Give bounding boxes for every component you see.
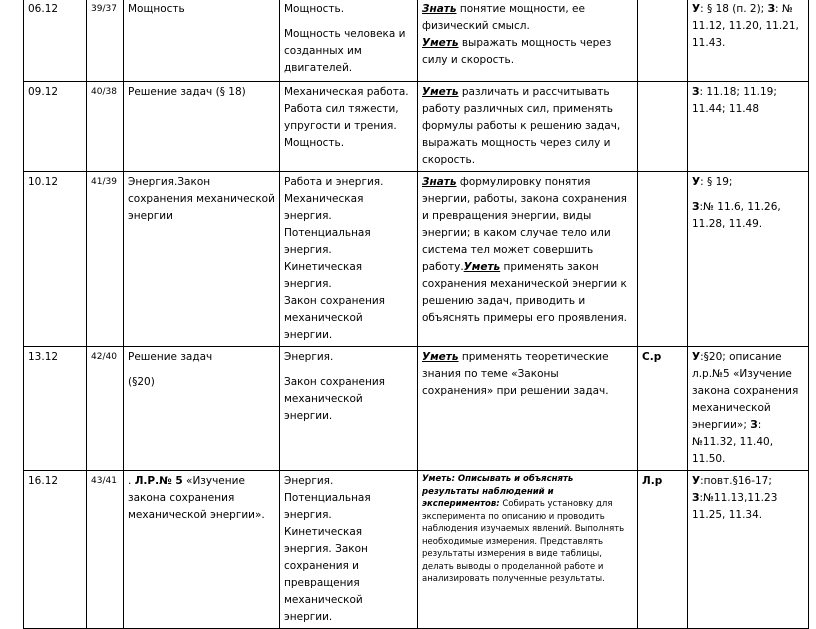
homework-cell xyxy=(688,347,809,471)
content: Механическая работа. Работа сил тяжести, упругости и трения. Мощность. xyxy=(284,86,409,149)
lab-number: Л.Р.№ 5 xyxy=(134,475,183,487)
content-line: Потенциальная энергия. xyxy=(284,227,371,256)
content-line: Энергия. xyxy=(284,351,334,363)
date-cell xyxy=(24,347,87,471)
lesson-number-cell xyxy=(87,82,124,172)
can-text: применять закон сохранения механической энергии к решению задач, приводить и объяснять примеры его проявления. xyxy=(422,261,627,324)
content-cell xyxy=(280,347,418,471)
hw-text: :№11.13,11.23 11.25, 11.34. xyxy=(692,492,778,521)
type-cell xyxy=(638,347,688,471)
lesson-number: 41/39 xyxy=(91,177,117,187)
hw-text: : § 19; xyxy=(700,176,733,188)
content-line: Закон сохранения механической энергии. xyxy=(284,295,385,341)
know-label: Знать xyxy=(422,3,457,15)
content-line: Работа и энергия. xyxy=(284,176,384,188)
lesson-number: 40/38 xyxy=(91,87,117,97)
type-cell xyxy=(638,0,688,82)
goal-text: Собирать установку для эксперимента по описанию и проводить наблюдения изучаемых явлений. Выполнять необходимые измерения. Представлять результаты измерения в виде таблицы, делать выводы о проделанной работе и анализировать полученные результаты. xyxy=(422,499,625,584)
goals-cell xyxy=(418,172,638,347)
date: 10.12 xyxy=(28,176,59,188)
table-row xyxy=(24,347,809,471)
hw-label: З xyxy=(692,492,700,504)
lesson-plan-table xyxy=(23,0,809,629)
hw-text: :повт.§16-17; xyxy=(700,475,772,487)
know-label: Знать xyxy=(422,176,457,188)
homework-cell xyxy=(688,0,809,82)
table-row xyxy=(24,172,809,347)
lesson-number-cell xyxy=(87,0,124,82)
content-line: Кинетическая энергия. xyxy=(284,261,363,290)
lesson-number: 42/40 xyxy=(91,352,117,362)
content-cell xyxy=(280,0,418,82)
hw-text: :№ 11.6, 11.26, 11.28, 11.49. xyxy=(692,201,781,230)
lesson-number-cell xyxy=(87,347,124,471)
topic-cell xyxy=(124,0,280,82)
date-cell xyxy=(24,172,87,347)
topic-line: Решение задач xyxy=(128,351,213,363)
topic-prefix: . xyxy=(128,475,135,487)
hw-label: У xyxy=(692,475,701,487)
topic: Мощность xyxy=(128,3,185,15)
topic: «Изучение закона сохранения механической энергии». xyxy=(128,475,265,521)
lesson-type: С.р xyxy=(642,351,662,363)
topic-cell xyxy=(124,172,280,347)
hw-text: : 11.18; 11.19; 11.44; 11.48 xyxy=(692,86,777,115)
can-label: Уметь xyxy=(422,37,459,49)
content-line: Мощность человека и созданных им двигателей. xyxy=(284,28,406,74)
content-cell xyxy=(280,82,418,172)
goals-cell xyxy=(418,347,638,471)
goals-cell xyxy=(418,471,638,629)
hw-text: : № 11.12, 11.20, 11.21, 11.43. xyxy=(692,3,799,49)
lesson-number-cell xyxy=(87,172,124,347)
goals-cell xyxy=(418,0,638,82)
content-cell xyxy=(280,471,418,629)
know-text: понятие мощности, ее физический смысл. xyxy=(422,3,585,32)
topic-cell xyxy=(124,347,280,471)
homework-cell xyxy=(688,471,809,629)
hw-text: :№11.32, 11.40, 11.50. xyxy=(692,419,774,465)
lesson-number: 43/41 xyxy=(91,476,117,486)
content-line: Мощность. xyxy=(284,3,345,15)
table-row xyxy=(24,82,809,172)
lesson-type: Л.р xyxy=(642,475,663,487)
hw-label: У xyxy=(692,3,701,15)
hw-text: : § 18 (п. 2); xyxy=(700,3,768,15)
can-label: Уметь xyxy=(463,261,501,273)
topic: Решение задач (§ 18) xyxy=(128,86,246,98)
hw-label: З xyxy=(692,86,700,98)
hw-text: :§20; описание л.р.№5 «Изучение закона сохранения механической энергии»; xyxy=(692,351,799,431)
date-cell xyxy=(24,471,87,629)
type-cell xyxy=(638,82,688,172)
hw-label: З xyxy=(767,3,776,15)
hw-label: З xyxy=(750,419,758,431)
date: 09.12 xyxy=(28,86,59,98)
goals-cell xyxy=(418,82,638,172)
homework-cell xyxy=(688,172,809,347)
can-text: применять теоретические знания по теме «Законы сохранения» при решении задач. xyxy=(422,351,609,397)
table-row xyxy=(24,0,809,82)
content-line: Механическая энергия. xyxy=(284,193,364,222)
topic-cell xyxy=(124,471,280,629)
topic-cell xyxy=(124,82,280,172)
hw-label: З xyxy=(692,201,700,213)
topic-line: (§20) xyxy=(128,376,155,388)
can-text: выражать мощность через силу и скорость. xyxy=(422,37,612,66)
type-cell xyxy=(638,172,688,347)
type-cell xyxy=(638,471,688,629)
date: 06.12 xyxy=(28,3,59,15)
date-cell xyxy=(24,82,87,172)
date-cell xyxy=(24,0,87,82)
content: Энергия. Потенциальная энергия. Кинетическая энергия. Закон сохранения и превращения механической энергии. xyxy=(284,475,371,623)
goal-label: Уметь: Описывать и объяснять результаты наблюдений и экспериментов: xyxy=(422,474,574,509)
lesson-number-cell xyxy=(87,471,124,629)
topic: Энергия.Закон сохранения механической энергии xyxy=(128,176,275,222)
can-text: различать и рассчитывать работу различных сил, применять формулы работы к решению задач, выражать мощность через силу и скорость. xyxy=(422,86,621,166)
hw-label: У xyxy=(692,176,701,188)
table-row xyxy=(24,471,809,629)
content-line: Закон сохранения механической энергии. xyxy=(284,376,385,422)
hw-label: У xyxy=(692,351,701,363)
date: 13.12 xyxy=(28,351,59,363)
date: 16.12 xyxy=(28,475,59,487)
can-label: Уметь xyxy=(422,86,459,98)
can-label: Уметь xyxy=(422,351,459,363)
lesson-number: 39/37 xyxy=(91,4,117,14)
homework-cell xyxy=(688,82,809,172)
content-cell xyxy=(280,172,418,347)
know-text: формулировку понятия энергии, работы, закона сохранения и превращения энергии, виды энергии; в каком случае тело или система тел может совершить работу. xyxy=(422,176,627,273)
